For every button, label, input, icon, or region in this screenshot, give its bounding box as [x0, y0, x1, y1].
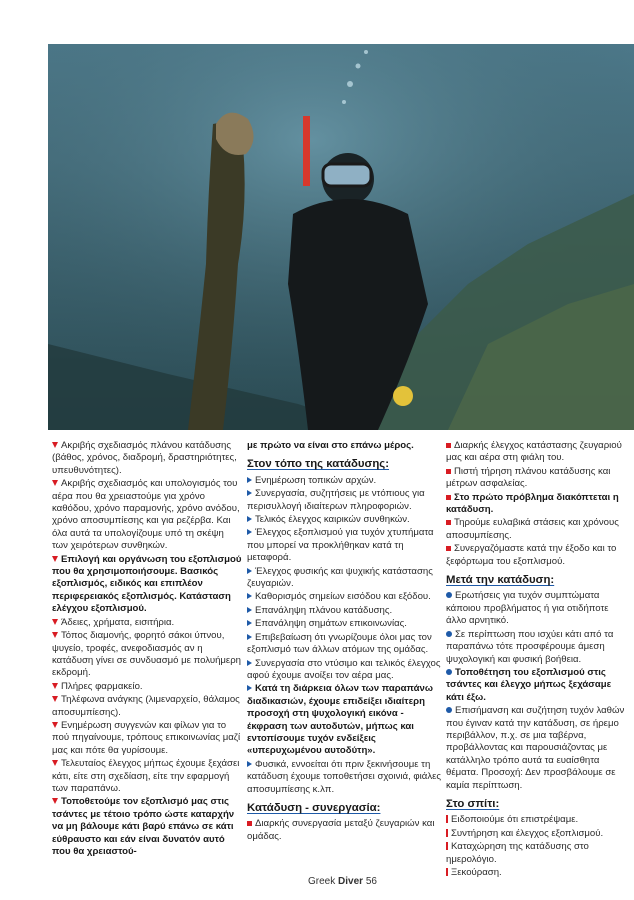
list-item: [446, 440, 629, 465]
list-item-text: Ερωτήσεις για τυχόν συμπτώματα κάποιου προβλήματος ή για οτιδήποτε άλλο αρνητικό.: [446, 590, 609, 627]
section-heading: Μετά την κατάδυση:: [446, 574, 555, 587]
bullet-arr-icon: [247, 593, 252, 599]
bullet-dot-icon: [446, 592, 452, 598]
list-item: [446, 590, 629, 627]
list-item-text: Έλεγχος φυσικής και ψυχικής κατάστασης ζευγαριών.: [247, 565, 433, 590]
list-item: [446, 543, 629, 568]
bullet-dot-icon: [446, 707, 452, 713]
bullet-bar-icon: [446, 829, 448, 837]
bullet-tri-icon: [52, 632, 58, 638]
bullet-sq-icon: [247, 821, 252, 826]
bullet-sq-icon: [446, 546, 451, 551]
bullet-tri-icon: [52, 798, 58, 804]
list-item-text: Τοποθέτηση του εξοπλισμού στις τσάντες και έλεγχο μήπως ξεχάσαμε κάτι έξω.: [446, 666, 612, 703]
list-item-text: Επιλογή και οργάνωση του εξοπλισμού που θα χρησιμοποιήσουμε. Βασικός εξοπλισμός, ειδικός και επιπλέον περιφερειακός εξοπλισμός. Κατάσταση ελέγχου εξοπλισμού.: [52, 553, 242, 615]
list-item: [52, 630, 242, 680]
column-2: [247, 440, 442, 844]
list-item: [247, 683, 442, 757]
list-item: [247, 591, 442, 603]
bullet-bar-icon: [446, 815, 448, 823]
list-item: [247, 632, 442, 657]
bullet-tri-icon: [52, 760, 58, 766]
list-item-text: Επιβεβαίωση ότι γνωρίζουμε όλοι μας τον εξοπλισμό των άλλων ατόμων της ομάδας.: [247, 631, 432, 656]
list-item: [446, 814, 629, 826]
list-item: [52, 720, 242, 757]
continuation-text: με πρώτο να είναι στο επάνω μέρος.: [247, 440, 414, 451]
column-1: [52, 440, 242, 859]
bullet-tri-icon: [52, 722, 58, 728]
bullet-arr-icon: [247, 761, 252, 767]
list-item-text: Συνεργασία στο ντύσιμο και τελικός έλεγχος αφού έχουμε ανοίξει τον αέρα μας.: [247, 657, 441, 681]
list-item-text: Τοποθετούμε τον εξοπλισμό μας στις τσάντες με τέτοιο τρόπο ώστε καταρχήν να μη βάλουμε κάτι βαρύ επάνω σε κάτι εύθραυστο και εάν είναι δυνατόν αυτό που θα χρειαστού-: [52, 796, 235, 857]
list-item: [247, 488, 442, 513]
bullet-sq-icon: [446, 520, 451, 525]
bullet-bar-icon: [446, 842, 448, 850]
list-item-text: Καταχώρηση της κατάδυσης στο ημερολόγιο.: [446, 841, 589, 865]
diver-photo: [48, 44, 634, 430]
list-item-text: Συνεργαζόμαστε κατά την έξοδο και το ξεφόρτωμα του εξοπλισμού.: [446, 543, 617, 567]
list-item: [52, 681, 242, 693]
list-item: [52, 440, 242, 477]
list-item-text: Τηλέφωνα ανάγκης (λιμεναρχείο, θάλαμος αποσυμπίεσης).: [52, 694, 240, 718]
list-item-text: Σε περίπτωση που ισχύει κάτι από τα παραπάνω τότε προσφέρουμε άμεση ψυχολογική και φυσική βοήθεια.: [446, 628, 614, 665]
column-3: [446, 440, 629, 880]
bullet-arr-icon: [247, 607, 252, 613]
bullet-arr-icon: [247, 529, 252, 535]
list-item-text: Συντήρηση και έλεγχος εξοπλισμού.: [451, 827, 604, 839]
list-item: [247, 818, 442, 843]
bullet-tri-icon: [52, 480, 58, 486]
bullet-arr-icon: [247, 620, 252, 626]
list-item-text: Πιστή τήρηση πλάνου κατάδυσης και μέτρων ασφαλείας.: [446, 465, 611, 490]
list-item: [446, 492, 629, 517]
list-item: [247, 527, 442, 564]
list-item: [247, 475, 442, 487]
list-item-text: Ακριβής σχεδιασμός και υπολογισμός του αέρα που θα χρειαστούμε για χρόνο καθόδου, χρόνο παραμονής, χρόνο ανόδου, χρόνο αποσυμπίεσης και για ρεζέρβα. Και όλα αυτά τα υπολογίζουμε υπό τη σκέψη των χειρότερων συνθηκών.: [52, 478, 240, 552]
list-item-text: Καθορισμός σημείων εισόδου και εξόδου.: [255, 591, 431, 603]
list-item: [446, 867, 629, 879]
list-item-text: Στο πρώτο πρόβλημα διακόπτεται η κατάδυση.: [446, 491, 619, 516]
list-item: [247, 605, 442, 617]
list-item-text: Ακριβής σχεδιασμός πλάνου κατάδυσης (βάθος, χρόνος, διαδρομή, δραστηριότητες, υπευθυνότητες).: [52, 440, 237, 476]
list-item-text: Πλήρες φαρμακείο.: [61, 680, 143, 692]
list-item-text: Συνεργασία, συζητήσεις με ντόπιους για περισυλλογή ιδιαίτερων πληροφοριών.: [247, 488, 425, 512]
list-item-text: Κατά τη διάρκεια όλων των παραπάνω διαδικασιών, έχουμε επιδείξει ιδιαίτερη προσοχή στη ψυχολογική εικόνα - έκφραση των αυτοδυτών, μήπως και εντοπίσουμε τυχόν ενδείξεις «υπερυχωμένου αυτοδύτη».: [247, 683, 433, 757]
list-item: [247, 566, 442, 591]
bullet-arr-icon: [247, 490, 252, 496]
list-item: [446, 466, 629, 491]
footer-brand-prefix: Greek: [308, 876, 339, 887]
list-item-text: Επανάληψη πλάνου κατάδυσης.: [255, 604, 393, 616]
list-item-text: Διαρκής συνεργασία μεταξύ ζευγαριών και ομάδας.: [247, 818, 435, 842]
section-heading: Στο σπίτι:: [446, 797, 500, 810]
bullet-arr-icon: [247, 516, 252, 522]
list-item-text: Ξεκούραση.: [451, 867, 502, 878]
bullet-sq-icon: [446, 495, 451, 500]
list-item: [52, 554, 242, 616]
page-number: 56: [365, 876, 377, 887]
list-item-text: Τελευταίος έλεγχος μήπως έχουμε ξεχάσει κάτι, είτε στη σχεδίαση, είτε την εφαρμογή των παραπάνω.: [52, 758, 240, 794]
list-item: [52, 694, 242, 719]
bullet-arr-icon: [247, 634, 252, 640]
bullet-bar-icon: [446, 868, 448, 876]
section-heading: Κατάδυση - συνεργασία:: [247, 801, 381, 814]
list-item-text: Ειδοποιούμε ότι επιστρέψαμε.: [451, 814, 579, 826]
list-item-text: Διαρκής έλεγχος κατάστασης ζευγαριού μας και αέρα στη φιάλη του.: [446, 440, 622, 464]
bullet-sq-icon: [446, 443, 451, 448]
bullet-arr-icon: [247, 685, 252, 691]
list-item-text: Τηρούμε ευλαβικά στάσεις και χρόνους αποσυμπίεσης.: [446, 517, 619, 541]
bullet-arr-icon: [247, 477, 252, 483]
list-item: [446, 705, 629, 792]
list-item-text: Ενημέρωση τοπικών αρχών.: [255, 474, 377, 486]
list-item: [446, 517, 629, 542]
list-item-text: Τελικός έλεγχος καιρικών συνθηκών.: [255, 514, 410, 526]
list-item-text: Τόπος διαμονής, φορητό σάκοι ύπνου, ψυγείο, τροφές, ανεφοδιασμός αν η κατάδυση γίνει σε συνδυασμό με πολυήμερη εκδρομή.: [52, 630, 241, 679]
bullet-tri-icon: [52, 696, 58, 702]
list-item: [446, 667, 629, 704]
list-item: [52, 617, 242, 629]
bullet-arr-icon: [247, 660, 252, 666]
list-item: [52, 796, 242, 858]
bullet-tri-icon: [52, 556, 58, 562]
list-item-text: Φυσικά, εννοείται ότι πριν ξεκινήσουμε τη κατάδυση έχουμε τοποθετήσει σχοινιά, φιάλες αποσυμπίεσης κ.λπ.: [247, 758, 442, 795]
section-heading: Στον τόπο της κατάδυσης:: [247, 458, 389, 471]
bullet-sq-icon: [446, 469, 451, 474]
list-item: [247, 618, 442, 630]
list-item-text: Επισήμανση και συζήτηση τυχόν λαθών που έγιναν κατά την κατάδυση, σε ήρεμο περιβάλλον, π.χ. σε μια ταβέρνα, προβάλλοντας και παρουσιάζοντας με κατάλληλο τρόπο αυτά τα ευαίσθητα θέματα. Προσοχή: Δεν προσβάλουμε σε καμία περίπτωση.: [446, 705, 625, 791]
list-item-text: Ενημέρωση συγγενών και φίλων για το πού πηγαίνουμε, τρόπους επικοινωνίας μαζί μας και πότε θα γυρίσουμε.: [52, 719, 241, 756]
list-item: [247, 759, 442, 796]
list-item: [52, 478, 242, 552]
bullet-tri-icon: [52, 442, 58, 448]
list-item: [446, 841, 629, 866]
list-item-text: Άδειες, χρήματα, εισιτήρια.: [61, 616, 175, 628]
list-item-text: Έλεγχος εξοπλισμού για τυχόν χτυπήματα που μπορεί να προκλήθηκαν κατά τη μεταφορά.: [247, 527, 434, 564]
list-item: [446, 629, 629, 666]
bullet-tri-icon: [52, 619, 58, 625]
list-item: [247, 658, 442, 683]
footer-brand: Diver: [338, 876, 364, 887]
list-item: [52, 758, 242, 795]
underwater-scene: [48, 44, 634, 430]
page-footer: [308, 876, 377, 887]
bullet-dot-icon: [446, 631, 452, 637]
bullet-arr-icon: [247, 568, 252, 574]
list-item-text: Επανάληψη σημάτων επικοινωνίας.: [255, 618, 407, 630]
list-item: [446, 828, 629, 840]
bullet-tri-icon: [52, 683, 58, 689]
bullet-dot-icon: [446, 669, 452, 675]
list-item: [247, 514, 442, 526]
